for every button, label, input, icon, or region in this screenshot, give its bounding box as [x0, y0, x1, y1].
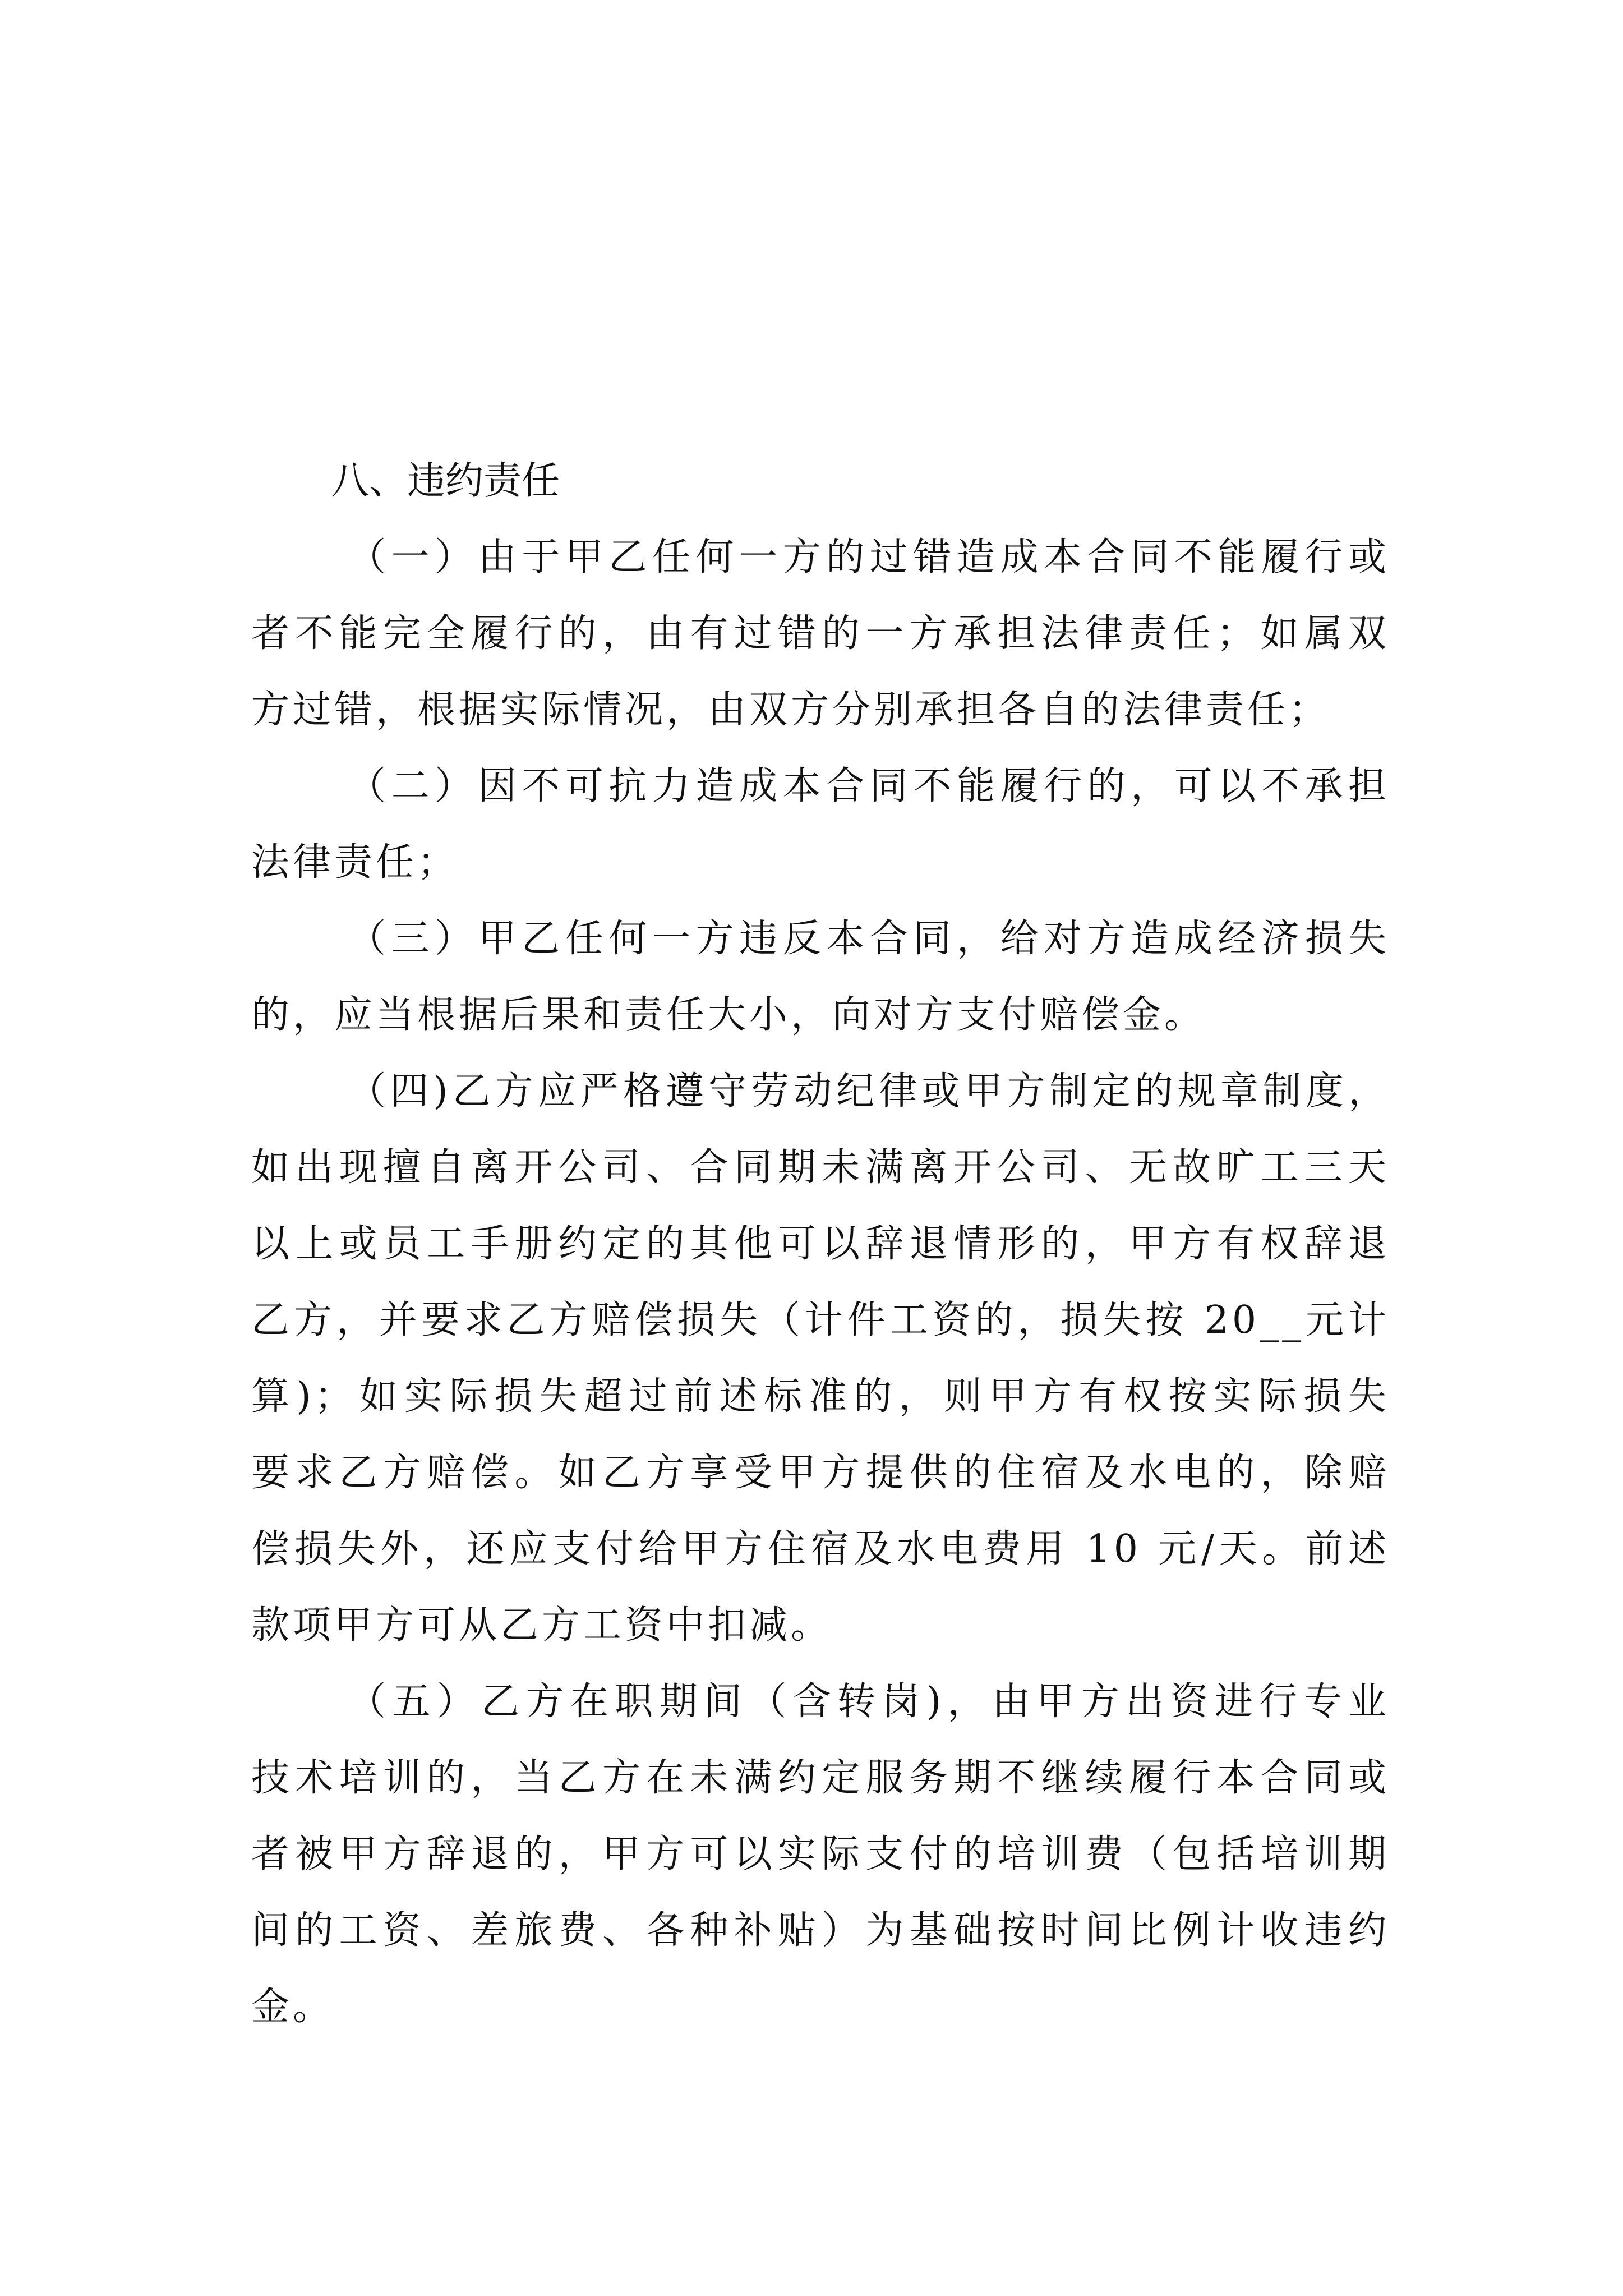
paragraph-5 [251, 1664, 1390, 2045]
text-line: （一）由于甲乙任何一方的过错造成本合同不能履行或 [348, 535, 1390, 579]
text-line: 者被甲方辞退的，甲方可以实际支付的培训费（包括培训期 [251, 1832, 1390, 1876]
text-line: 技术培训的，当乙方在未满约定服务期不继续履行本合同或 [251, 1756, 1390, 1800]
text-line: 算)；如实际损失超过前述标准的，则甲方有权按实际损失 [251, 1374, 1390, 1419]
section-heading: 八、违约责任 [331, 459, 560, 503]
text-line: 方过错，根据实际情况，由双方分别承担各自的法律责任； [251, 688, 1331, 732]
text-line: 以上或员工手册约定的其他可以辞退情形的，甲方有权辞退 [251, 1222, 1390, 1266]
text-line: 金。 [251, 1985, 335, 2029]
text-line: 法律责任； [251, 840, 459, 885]
paragraph-4 [251, 1053, 1390, 1664]
paragraph-2 [251, 748, 1390, 901]
text-line: 要求乙方赔偿。如乙方享受甲方提供的住宿及水电的，除赔 [251, 1451, 1390, 1495]
text-line: （五）乙方在职期间（含转岗)，由甲方出资进行专业 [348, 1680, 1390, 1724]
text-line: 乙方，并要求乙方赔偿损失（计件工资的，损失按 20__元计 [251, 1298, 1390, 1342]
text-line: 款项甲方可从乙方工资中扣减。 [251, 1603, 833, 1648]
text-line: 间的工资、差旅费、各种补贴）为基础按时间比例计收违约 [251, 1908, 1390, 1953]
paragraph-1 [251, 519, 1390, 748]
text-line: 偿损失外，还应支付给甲方住宿及水电费用 10 元/天。前述 [251, 1527, 1390, 1571]
text-line: 的，应当根据后果和责任大小，向对方支付赔偿金。 [251, 993, 1206, 1037]
text-line: （二）因不可抗力造成本合同不能履行的，可以不承担 [348, 764, 1390, 808]
document-body [251, 443, 1390, 2045]
text-line: （三）甲乙任何一方违反本合同，给对方造成经济损失 [348, 917, 1390, 961]
text-line: 如出现擅自离开公司、合同期未满离开公司、无故旷工三天 [251, 1145, 1390, 1190]
text-line: 者不能完全履行的，由有过错的一方承担法律责任；如属双 [251, 611, 1390, 656]
paragraph-3 [251, 901, 1390, 1053]
text-line: （四)乙方应严格遵守劳动纪律或甲方制定的规章制度， [348, 1069, 1390, 1114]
